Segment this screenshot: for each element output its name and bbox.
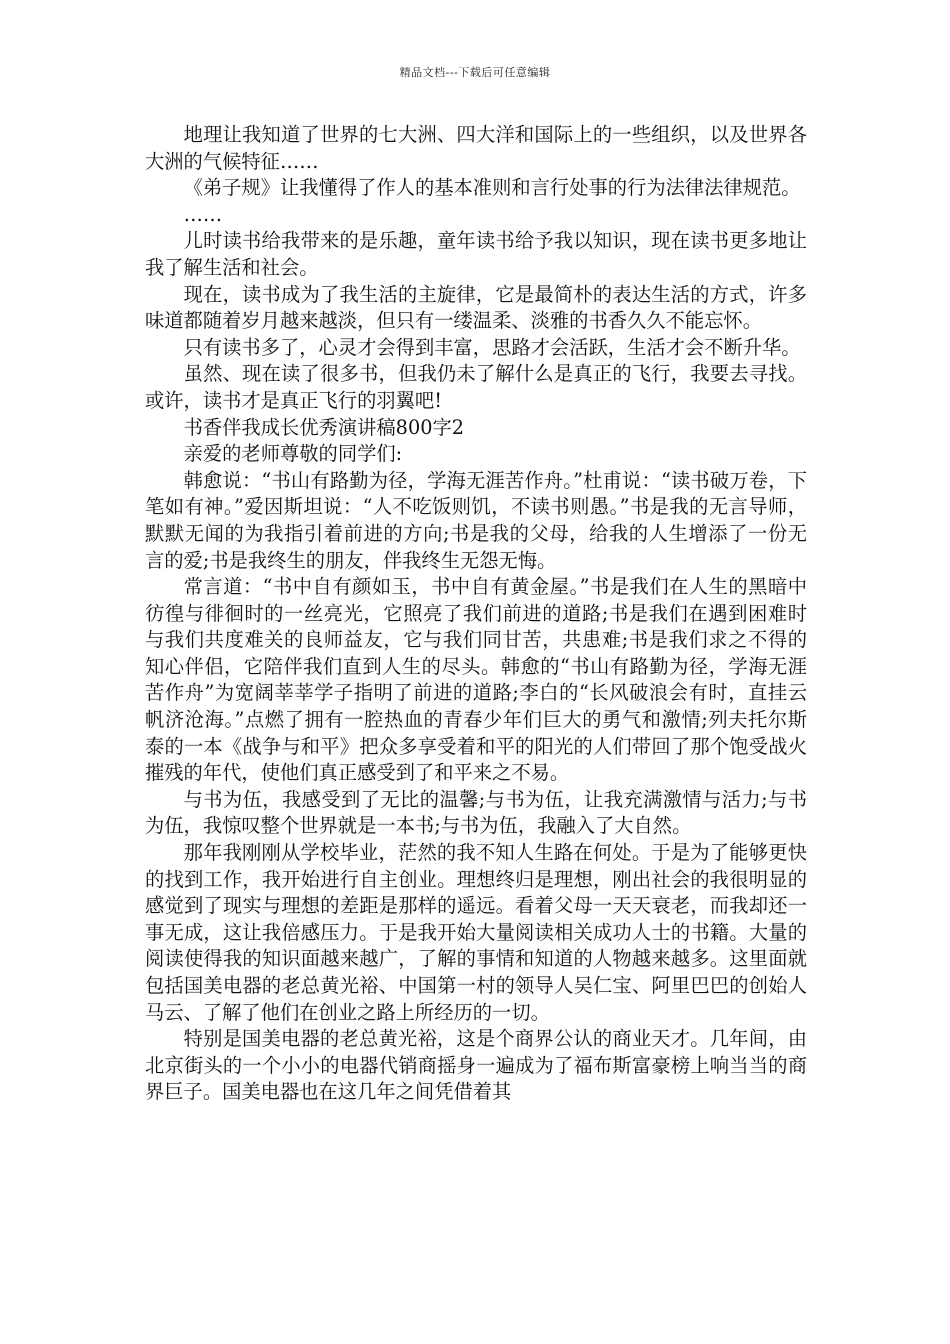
paragraph: 与书为伍，我感受到了无比的温馨;与书为伍，让我充满激情与活力;与书为伍，我惊叹整个世界就是一本书;与书为伍，我融入了大自然。	[145, 787, 807, 838]
paragraph: 只有读书多了，心灵才会得到丰富，思路才会活跃，生活才会不断升华。	[183, 335, 801, 359]
paragraph: ……	[183, 202, 223, 226]
paragraph: 常言道：“书中自有颜如玉，书中自有黄金屋。”书是我们在人生的黑暗中彷徨与徘徊时的一丝亮光，它照亮了我们前进的道路;书是我们在遇到困难时与我们共度难关的良师益友，它与我们同甘苦，共患难;书是我们求之不得的知心伴侣，它陪伴我们直到人生的尽头。韩愈的“书山有路勤为径，学海无涯苦作舟”为宽阔莘莘学子指明了前进的道路;李白的“长风破浪会有时，直挂云帆济沧海。”点燃了拥有一腔热血的青春少年们巨大的勇气和激情;列夫托尔斯泰的一本《战争与和平》把众多享受着和平的阳光的人们带回了那个饱受战火摧残的年代，使他们真正感受到了和平来之不易。	[145, 575, 807, 785]
paragraph: 儿时读书给我带来的是乐趣，童年读书给予我以知识，现在读书更多地让我了解生活和社会。	[145, 229, 807, 279]
section-title: 书香伴我成长优秀演讲稿800字2	[183, 415, 465, 439]
paragraph: 现在，读书成为了我生活的主旋律，它是最简朴的表达生活的方式，许多味道都随着岁月越来越淡，但只有一缕温柔、淡雅的书香久久不能忘怀。	[145, 282, 807, 333]
paragraph: 特别是国美电器的老总黄光裕，这是个商界公认的商业天才。几年间，由北京街头的一个小小的电器代销商摇身一遍成为了福布斯富豪榜上响当当的商界巨子。国美电器也在这几年之间凭借着其	[145, 1027, 807, 1104]
page-header: 精品文档---下载后可任意编辑	[399, 66, 551, 79]
paragraph: 《弟子规》让我懂得了作人的基本准则和言行处事的行为法律法律规范。	[183, 176, 801, 200]
paragraph: 地理让我知道了世界的七大洲、四大洋和国际上的一些组织，以及世界各大洲的气候特征……	[145, 123, 807, 173]
salutation: 亲爱的老师尊敬的同学们:	[183, 442, 403, 466]
paragraph: 韩愈说：“书山有路勤为径，学海无涯苦作舟。”杜甫说：“读书破万卷，下笔如有神。”爱因斯坦说：“人不吃饭则饥，不读书则愚。”书是我的无言导师，默默无闻的为我指引着前进的方向;书是我的父母，给我的人生增添了一份无言的爱;书是我终生的朋友，伴我终生无怨无悔。	[145, 468, 807, 572]
paragraph: 那年我刚刚从学校毕业，茫然的我不知人生路在何处。于是为了能够更快的找到工作，我开始进行自主创业。理想终归是理想，刚出社会的我很明显的感觉到了现实与理想的差距是那样的遥远。看着父母一天天衰老，而我却还一事无成，这让我倍感压力。于是我开始大量阅读相关成功人士的书籍。大量的阅读使得我的知识面越来越广，了解的事情和知道的人物越来越多。这里面就包括国美电器的老总黄光裕、中国第一村的领导人吴仁宝、阿里巴巴的创始人马云、了解了他们在创业之路上所经历的一切。	[145, 841, 807, 1024]
document-body	[145, 122, 807, 1106]
paragraph: 虽然、现在读了很多书，但我仍未了解什么是真正的飞行，我要去寻找。或许，读书才是真正飞行的羽翼吧!	[145, 362, 807, 412]
